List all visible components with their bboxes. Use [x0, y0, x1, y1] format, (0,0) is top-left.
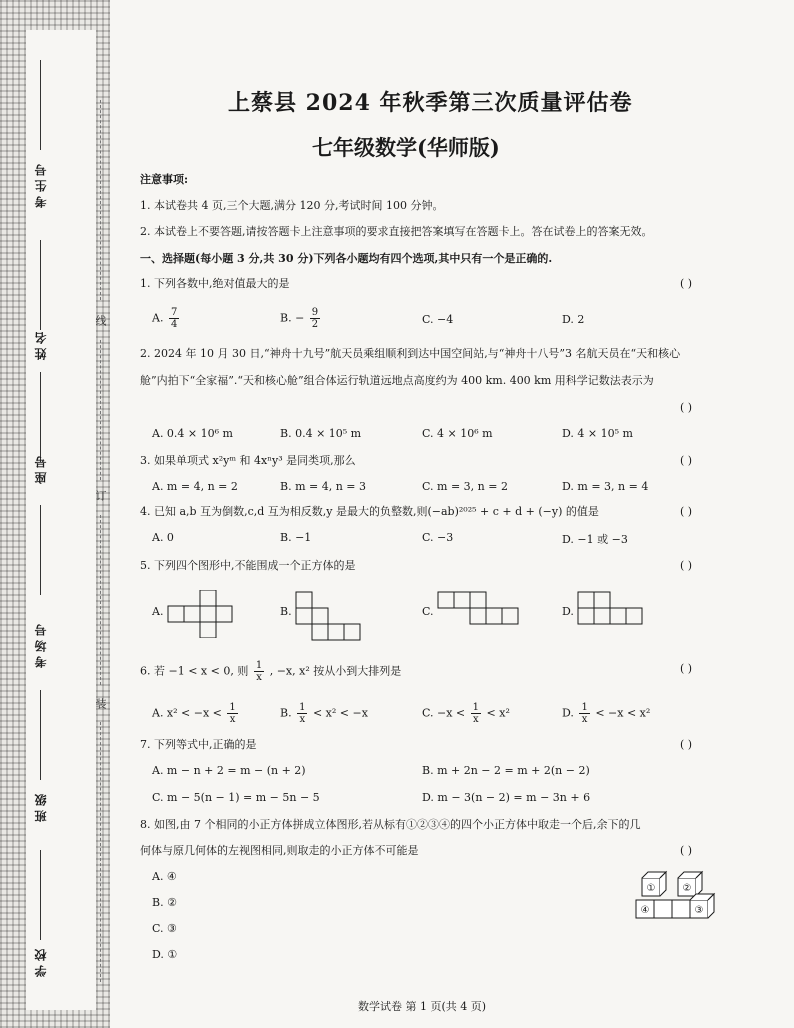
- notice-heading: 注意事项:: [140, 173, 189, 186]
- cube-mark-3: ③: [694, 905, 704, 916]
- q6-option-a: [152, 702, 240, 725]
- page-footer: 数学试卷 第 1 页(共 4 页): [358, 1000, 487, 1013]
- q6-a-fraction: [227, 702, 237, 725]
- cut-line: [100, 340, 102, 480]
- q6-c-label: C. −x <: [422, 706, 466, 720]
- q6-b-one: 1: [299, 702, 306, 713]
- cut-line: [100, 722, 102, 982]
- q2-answer-paren: ( ): [680, 401, 693, 414]
- q6-stem-post: , −x, x² 按从小到大排列是: [269, 664, 402, 678]
- section1-heading: 一、选择题(每小题 3 分,共 30 分)下列各小题均有四个选项,其中只有一个是正确的.: [140, 252, 553, 265]
- q3-stem: 3. 如果单项式 x²yᵐ 和 4xⁿy³ 是同类项,那么: [140, 454, 356, 467]
- q6-b-text: < x² < −x: [312, 706, 368, 720]
- q3-option-d: D. m = 3, n = 4: [562, 480, 649, 493]
- notice-item-1: 1. 本试卷共 4 页,三个大题,满分 120 分,考试时间 100 分钟。: [140, 199, 444, 212]
- q1-a-fraction: [169, 307, 179, 330]
- cut-line: [100, 100, 102, 300]
- q6-option-c: [422, 702, 510, 725]
- q1-a-num: 7: [170, 307, 178, 318]
- q8-cube-figure: [634, 866, 724, 922]
- q6-a-x: x: [229, 714, 236, 725]
- q8-stem-line1: 8. 如图,由 7 个相同的小正方体拼成立体图形,若从标有①②③④的四个小正方体中取走一个后,余下的几: [140, 818, 641, 831]
- q6-stem: [140, 660, 401, 683]
- cut-line: [100, 515, 102, 685]
- label-seat: 座号: [34, 452, 48, 484]
- q1-b-fraction: [310, 307, 320, 330]
- q7-answer-paren: ( ): [680, 738, 693, 751]
- q6-d-text: < −x < x²: [595, 706, 651, 720]
- q6-c-x: x: [473, 714, 479, 725]
- q6-d-one: 1: [581, 702, 588, 713]
- q1-a-label: A.: [152, 311, 164, 325]
- q7-option-d: D. m − 3(n − 2) = m − 3n + 6: [422, 791, 591, 804]
- q8-answer-paren: ( ): [680, 844, 693, 857]
- cut-mark-install: 装: [94, 698, 107, 709]
- q1-option-a: [152, 307, 181, 330]
- q6-d-label: D.: [562, 706, 574, 720]
- q2-option-a: A. 0.4 × 10⁶ m: [152, 427, 233, 440]
- q5-net-c: [436, 590, 526, 630]
- q6-b-fraction: [297, 702, 307, 725]
- bind-line: [40, 240, 41, 330]
- label-school: 学校: [34, 945, 48, 977]
- q5-option-b-label: B.: [280, 605, 292, 618]
- q5-option-a-label: A.: [152, 605, 164, 618]
- bind-line: [40, 690, 41, 780]
- q8-option-b: B. ②: [152, 896, 177, 909]
- q1-option-c: C. −4: [422, 313, 454, 326]
- q5-net-d: [576, 590, 656, 630]
- q6-c-text: < x²: [486, 706, 510, 720]
- q6-d-fraction: [579, 702, 589, 725]
- bind-line: [40, 505, 41, 595]
- q6-a-text: A. x² < −x <: [152, 706, 222, 720]
- q3-option-b: B. m = 4, n = 3: [280, 480, 367, 493]
- binding-strip: [0, 0, 110, 1028]
- q6-answer-paren: ( ): [680, 662, 693, 675]
- q6-option-d: [562, 702, 650, 725]
- q3-option-a: A. m = 4, n = 2: [152, 480, 238, 493]
- q6-frac-one: 1: [255, 660, 263, 671]
- q7-option-b: B. m + 2n − 2 = m + 2(n − 2): [422, 764, 590, 777]
- q2-option-b: B. 0.4 × 10⁵ m: [280, 427, 362, 440]
- q3-option-c: C. m = 3, n = 2: [422, 480, 508, 493]
- label-candidate-number: 考生号: [34, 160, 48, 208]
- q7-option-a: A. m − n + 2 = m − (n + 2): [152, 764, 306, 777]
- q6-a-one: 1: [229, 702, 236, 713]
- label-name: 姓名: [34, 328, 48, 360]
- cube-mark-2: ②: [682, 883, 692, 894]
- q2-option-c: C. 4 × 10⁶ m: [422, 427, 493, 440]
- q6-c-fraction: [471, 702, 481, 725]
- q1-b-den: 2: [311, 319, 319, 330]
- cube-mark-1: ①: [646, 883, 656, 894]
- q7-stem: 7. 下列等式中,正确的是: [140, 738, 257, 751]
- q4-option-b: B. −1: [280, 531, 312, 544]
- label-exam-room: 考场号: [34, 620, 48, 668]
- q4-option-a: A. 0: [152, 531, 174, 544]
- q5-stem: 5. 下列四个图形中,不能围成一个正方体的是: [140, 559, 356, 572]
- q8-option-c: C. ③: [152, 922, 177, 935]
- q6-stem-fraction: [254, 660, 264, 683]
- q1-b-num: 9: [311, 307, 319, 318]
- bind-line: [40, 850, 41, 940]
- q5-answer-paren: ( ): [680, 559, 693, 572]
- q1-option-d: D. 2: [562, 313, 585, 326]
- q2-stem-line1: 2. 2024 年 10 月 30 日,“神舟十九号”航天员乘组顺利到达中国空间站,与“神舟十八号”3 名航天员在“天和核心: [140, 347, 681, 360]
- q7-option-c: C. m − 5(n − 1) = m − 5n − 5: [152, 791, 320, 804]
- bind-line: [40, 60, 41, 150]
- q6-option-b: [280, 702, 368, 725]
- cut-mark-line: 线: [94, 315, 107, 326]
- cube-mark-4: ④: [640, 905, 650, 916]
- q1-b-label: B. −: [280, 311, 305, 325]
- q5-option-c-label: C.: [422, 605, 434, 618]
- q4-option-d: D. −1 或 −3: [562, 533, 628, 546]
- q1-answer-paren: ( ): [680, 277, 693, 290]
- q6-c-one: 1: [472, 702, 480, 713]
- q8-option-a: A. ④: [152, 870, 177, 883]
- notice-item-2: 2. 本试卷上不要答题,请按答题卡上注意事项的要求直接把答案填写在答题卡上。答在试卷上的答案无效。: [140, 225, 653, 238]
- q4-answer-paren: ( ): [680, 505, 693, 518]
- exam-subtitle: 七年级数学(华师版): [312, 135, 500, 160]
- q6-b-label: B.: [280, 706, 292, 720]
- q2-stem-line2: 舱”内拍下“全家福”.“天和核心舱”组合体运行轨道远地点高度约为 400 km. 400 km 用科学记数法表示为: [140, 374, 654, 387]
- exam-title: 上蔡县 2024 年秋季第三次质量评估卷: [228, 90, 633, 116]
- q5-net-a: [166, 590, 266, 638]
- q5-option-d-label: D.: [562, 605, 574, 618]
- cut-mark-bind: 订: [94, 490, 107, 501]
- q5-net-b: [294, 590, 374, 642]
- q1-option-b: [280, 307, 322, 330]
- q6-stem-pre: 6. 若 −1 < x < 0, 则: [140, 664, 249, 678]
- bind-line: [40, 372, 41, 462]
- q8-option-d: D. ①: [152, 948, 178, 961]
- q8-stem-line2: 何体与原几何体的左视图相同,则取走的小正方体不可能是: [140, 844, 419, 857]
- q4-stem: 4. 已知 a,b 互为倒数,c,d 互为相反数,y 是最大的负整数,则(−ab)²⁰²⁵ + c + d + (−y) 的值是: [140, 505, 599, 518]
- q6-frac-x: x: [256, 672, 262, 683]
- q3-answer-paren: ( ): [680, 454, 693, 467]
- q6-d-x: x: [581, 714, 588, 725]
- q2-option-d: D. 4 × 10⁵ m: [562, 427, 633, 440]
- q4-option-c: C. −3: [422, 531, 454, 544]
- label-class: 班级: [34, 790, 48, 822]
- q1-a-den: 4: [170, 319, 178, 330]
- q6-b-x: x: [299, 714, 306, 725]
- q1-stem: 1. 下列各数中,绝对值最大的是: [140, 277, 290, 290]
